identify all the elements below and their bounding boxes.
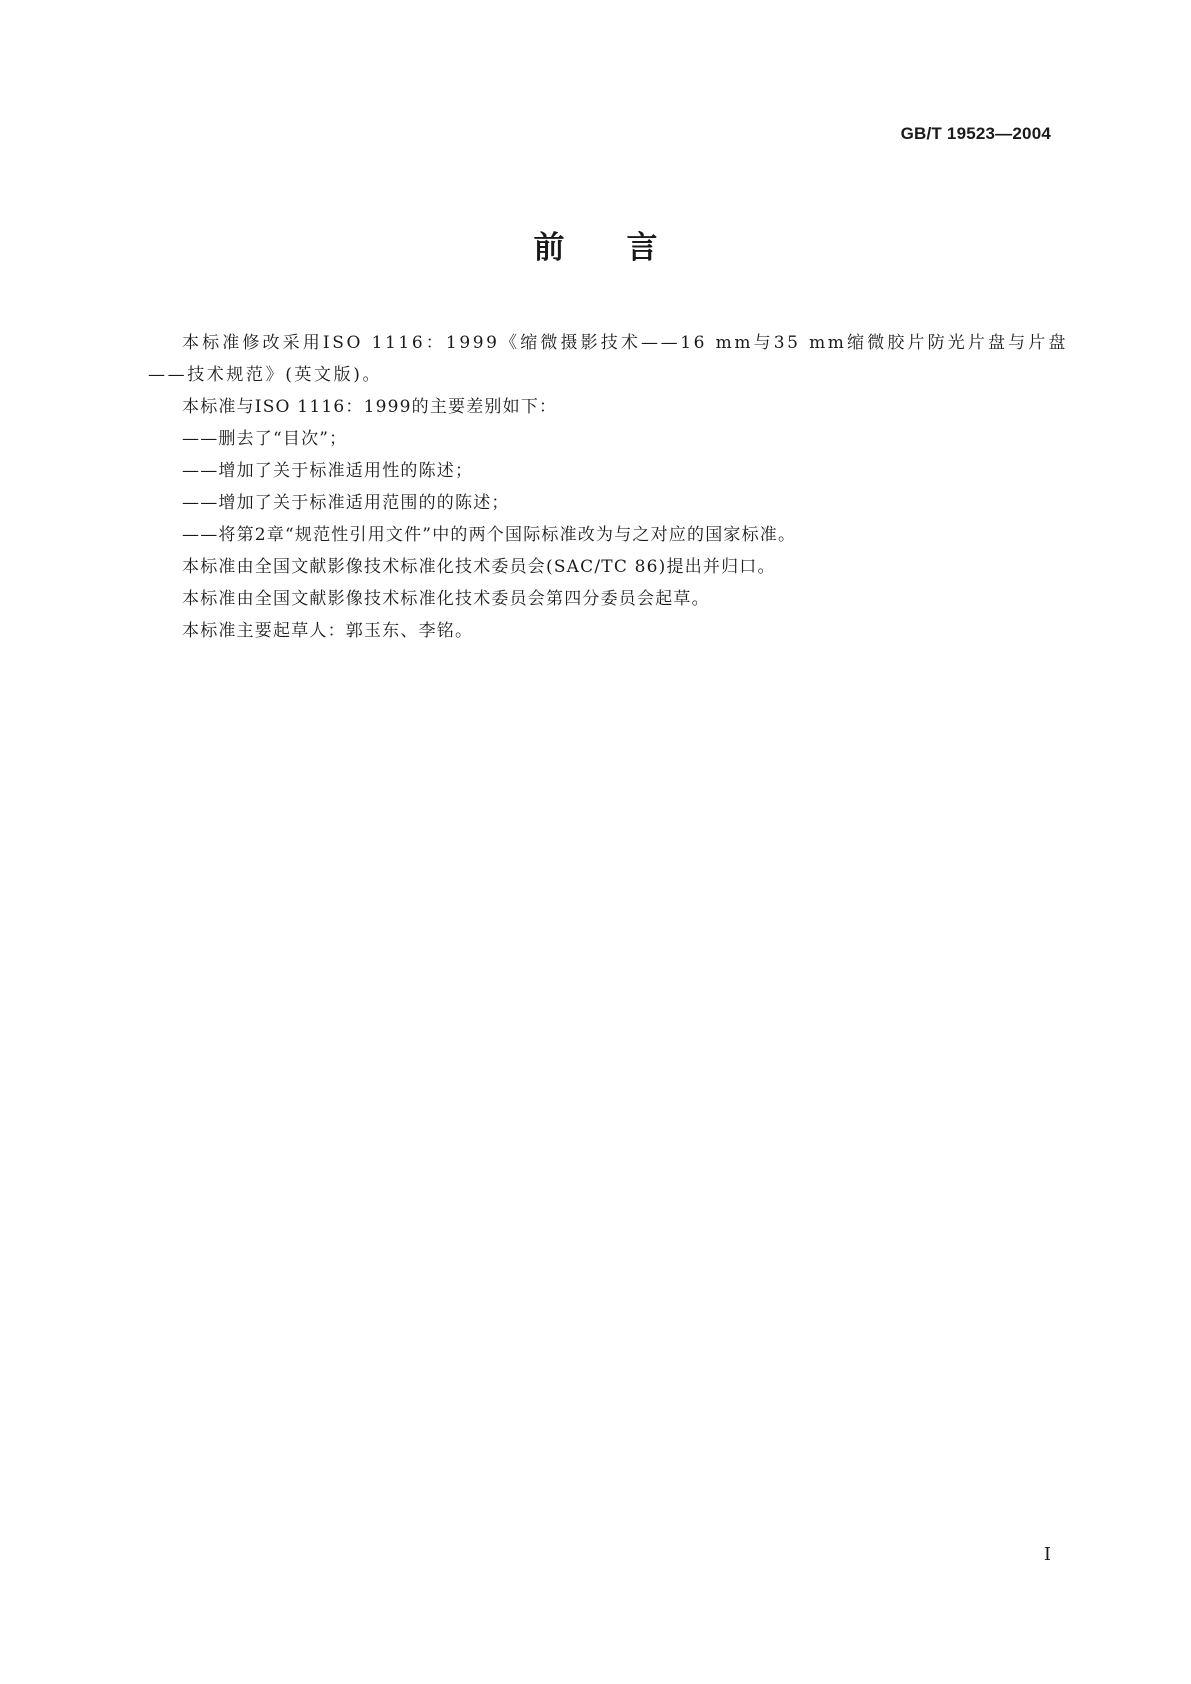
page-number: I	[1043, 1544, 1051, 1565]
paragraph-adoption: 本标准修改采用ISO 1116：1999《缩微摄影技术——16 mm与35 mm缩微胶片防光片盘与片盘——技术规范》(英文版)。	[148, 333, 1068, 385]
paragraph-drafting-unit: 本标准由全国文献影像技术标准化技术委员会第四分委员会起草。	[182, 589, 710, 609]
page-title: 前言	[533, 230, 720, 266]
paragraph-differences-intro: 本标准与ISO 1116：1999的主要差别如下：	[182, 397, 558, 417]
list-item-difference: ——将第2章“规范性引用文件”中的两个国际标准改为与之对应的国家标准。	[182, 525, 797, 545]
standard-code: GB/T 19523—2004	[900, 124, 1051, 143]
paragraph-proposer: 本标准由全国文献影像技术标准化技术委员会(SAC/TC 86)提出并归口。	[182, 557, 776, 577]
paragraph-drafters: 本标准主要起草人：郭玉东、李铭。	[182, 621, 474, 641]
foreword-body	[148, 327, 1068, 647]
list-item-difference: ——删去了“目次”；	[182, 429, 348, 449]
list-item-difference: ——增加了关于标准适用范围的的陈述；	[182, 493, 510, 513]
list-item-difference: ——增加了关于标准适用性的陈述；	[182, 461, 474, 481]
